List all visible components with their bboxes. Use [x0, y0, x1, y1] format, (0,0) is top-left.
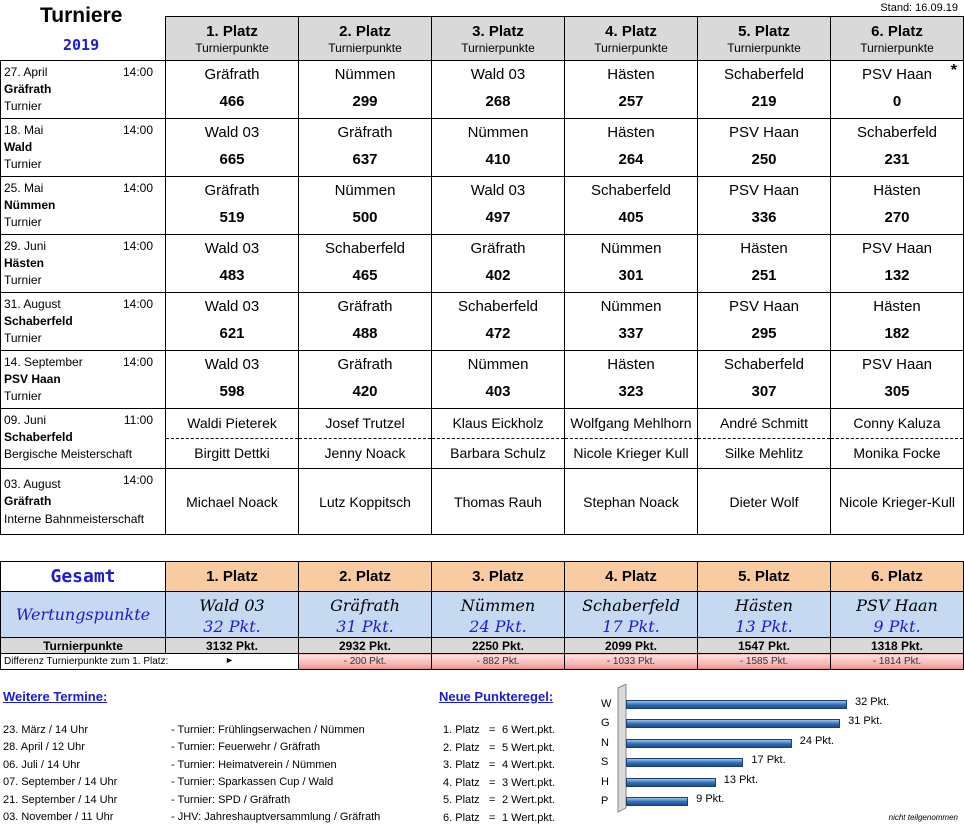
chart-category-label: G [601, 717, 610, 730]
termin-desc: - Turnier: Frühlingserwachen / Nümmen [171, 724, 365, 736]
result-team: Wald 03 [204, 298, 260, 315]
wertung-team-2: Gräfrath 31 Pkt. [299, 592, 432, 638]
result-cell [565, 61, 698, 119]
page-title: Turniere [40, 4, 123, 27]
tournament-row [1, 235, 964, 293]
result-cell [565, 293, 698, 351]
result-cell [698, 351, 831, 409]
result-cell [698, 293, 831, 351]
result-cell [166, 177, 299, 235]
result-team: Nümmen [467, 356, 529, 373]
chart-bar [626, 700, 847, 709]
regel-val: 6 Wert.pkt. [502, 724, 555, 736]
tournament-date: 14. September [4, 355, 83, 369]
tournament-time: 14:00 [122, 65, 153, 79]
gesamt-place-1: 1. Platz [166, 562, 299, 592]
result-team: Nümmen [334, 182, 396, 199]
result-cell [299, 351, 432, 409]
gesamt-table [0, 561, 964, 670]
gesamt-place-2: 2. Platz [299, 562, 432, 592]
result-points: 403 [485, 383, 511, 400]
regel-val: 3 Wert.pkt. [502, 776, 555, 789]
result-cell [432, 61, 565, 119]
result-points: 219 [751, 93, 777, 110]
result-cell [166, 235, 299, 293]
termin-desc: - JHV: Jahreshauptversammlung / Gräfrath [171, 811, 381, 823]
bahn-place-5: Dieter Wolf [698, 469, 831, 535]
asterisk-mark: * [950, 62, 957, 79]
result-cell [698, 61, 831, 119]
termine-heading: Weitere Termine: [3, 689, 108, 704]
chart-bar [626, 778, 716, 787]
termin-date: 03. November / 11 Uhr [3, 811, 114, 823]
result-team: Hästen [873, 298, 921, 315]
regel-eq: = [489, 741, 496, 754]
bergische-place-4: Wolfgang Mehlhorn Nicole Krieger Kull [565, 409, 698, 469]
bahn-place-4: Stephan Noack [565, 469, 698, 535]
tournament-time: 14:00 [122, 239, 153, 253]
place-header-2: 2. Platz Turnierpunkte [299, 17, 432, 61]
result-cell [299, 61, 432, 119]
result-team: PSV Haan [861, 356, 933, 373]
result-cell [299, 235, 432, 293]
regel-val: 1 Wert.pkt. [502, 812, 555, 824]
termin-desc: - Turnier: Sparkassen Cup / Wald [171, 776, 334, 789]
result-points: 621 [219, 325, 245, 342]
chart-value-label: 24 Pkt. [799, 734, 834, 747]
tournament-row [1, 61, 964, 119]
result-cell [432, 293, 565, 351]
result-cell [831, 61, 964, 119]
result-team: Hästen [873, 182, 921, 199]
chart-category-label: S [601, 756, 609, 769]
result-points: 519 [219, 209, 245, 226]
tournament-row [1, 177, 964, 235]
tournament-info [1, 293, 166, 351]
bergische-place-1: Waldi Pieterek Birgitt Dettki [166, 409, 299, 469]
tp-total-4: 2099 Pkt. [565, 638, 698, 654]
tournament-date: 29. Juni [4, 239, 47, 253]
regel-eq: = [489, 776, 496, 789]
result-cell [565, 119, 698, 177]
result-cell [698, 119, 831, 177]
wertung-team-1: Wald 03 32 Pkt. [166, 592, 299, 638]
diff-label: Differenz Turnierpunkte zum 1. Platz: ► [1, 654, 299, 670]
tournament-date: 31. August [4, 297, 61, 311]
diff-5: - 1585 Pkt. [698, 654, 831, 670]
tournament-kind: Turnier [4, 389, 42, 403]
chart-bar [626, 719, 840, 728]
result-cell [432, 235, 565, 293]
result-cell [565, 351, 698, 409]
place-header-5: 5. Platz Turnierpunkte [698, 17, 831, 61]
result-points: 488 [352, 325, 378, 342]
tournament-time: 14:00 [122, 297, 153, 311]
gesamt-place-5: 5. Platz [698, 562, 831, 592]
result-team: Schaberfeld [324, 240, 406, 257]
result-points: 402 [485, 267, 511, 284]
regel-eq: = [489, 724, 496, 736]
footnote: nicht teilgenommen [888, 813, 958, 822]
place-header-6: 6. Platz Turnierpunkte [831, 17, 964, 61]
bergische-place-3: Klaus Eickholz Barbara Schulz [432, 409, 565, 469]
result-team: Schaberfeld [856, 124, 938, 141]
result-points: 405 [618, 209, 644, 226]
chart-bar [626, 739, 792, 748]
result-team: Hästen [607, 356, 655, 373]
tournament-kind: Turnier [4, 273, 42, 287]
bahn-info: 03. August 14:00 Gräfrath Interne Bahnmeisterschaft [1, 469, 166, 535]
result-cell [831, 293, 964, 351]
regel-eq: = [489, 759, 496, 772]
result-points: 251 [751, 267, 777, 284]
tournament-time: 14:00 [122, 123, 153, 137]
bahn-place-6: Nicole Krieger-Kull [831, 469, 964, 535]
termin-date: 28. April / 12 Uhr [3, 741, 85, 754]
result-points: 231 [884, 151, 910, 168]
result-team: Gräfrath [204, 182, 260, 199]
chart-value-label: 17 Pkt. [751, 754, 786, 767]
tp-total-5: 1547 Pkt. [698, 638, 831, 654]
result-points: 466 [219, 93, 245, 110]
tournament-info [1, 351, 166, 409]
wertung-team-4: Schaberfeld 17 Pkt. [565, 592, 698, 638]
tournament-row [1, 293, 964, 351]
result-cell [166, 119, 299, 177]
place-header-1: 1. Platz Turnierpunkte [166, 17, 299, 61]
tournament-date: 18. Mai [4, 123, 44, 137]
result-team: Hästen [607, 66, 655, 83]
result-cell [432, 351, 565, 409]
bergische-place-2: Josef Trutzel Jenny Noack [299, 409, 432, 469]
tournament-info [1, 177, 166, 235]
regel-place: 5. Platz [443, 794, 480, 807]
result-cell [299, 293, 432, 351]
result-points: 132 [884, 267, 910, 284]
bergische-place-6: Conny Kaluza Monika Focke [831, 409, 964, 469]
result-team: Gräfrath [337, 124, 393, 141]
termin-desc: - Turnier: SPD / Gräfrath [171, 793, 291, 806]
result-team: Gräfrath [337, 356, 393, 373]
result-points: 500 [352, 209, 378, 226]
result-points: 420 [352, 383, 378, 400]
chart-bar [626, 758, 743, 767]
bahn-place-1: Michael Noack [166, 469, 299, 535]
result-points: 0 [892, 93, 902, 110]
diff-3: - 882 Pkt. [432, 654, 565, 670]
tournament-venue: Hästen [4, 256, 45, 270]
result-points: 250 [751, 151, 777, 168]
tournament-rows [1, 61, 964, 409]
result-points: 483 [219, 267, 245, 284]
regel-place: 6. Platz [443, 812, 480, 824]
result-cell [698, 177, 831, 235]
tp-total-2: 2932 Pkt. [299, 638, 432, 654]
regel-eq: = [489, 794, 496, 807]
result-points: 305 [884, 383, 910, 400]
result-cell [831, 351, 964, 409]
termin-desc: - Turnier: Heimatverein / Nümmen [171, 758, 337, 771]
termin-desc: - Turnier: Feuerwehr / Gräfrath [171, 741, 321, 754]
result-points: 465 [352, 267, 378, 284]
result-cell [565, 177, 698, 235]
chart-category-label: H [601, 775, 609, 788]
place-header-4: 4. Platz Turnierpunkte [565, 17, 698, 61]
year-label: 2019 [63, 36, 100, 54]
header-corner [1, 17, 166, 61]
result-cell [432, 119, 565, 177]
result-team: Hästen [607, 124, 655, 141]
result-team: Gräfrath [470, 240, 526, 257]
bahn-place-3: Thomas Rauh [432, 469, 565, 535]
chart-value-label: 31 Pkt. [848, 715, 883, 728]
result-cell [299, 119, 432, 177]
place-header-3: 3. Platz Turnierpunkte [432, 17, 565, 61]
regel-val: 2 Wert.pkt. [502, 794, 555, 807]
tp-total-1: 3132 Pkt. [166, 638, 299, 654]
result-team: Wald 03 [470, 66, 526, 83]
result-points: 257 [618, 93, 644, 110]
result-cell [166, 293, 299, 351]
gesamt-place-3: 3. Platz [432, 562, 565, 592]
diff-4: - 1033 Pkt. [565, 654, 698, 670]
chart-value-label: 32 Pkt. [855, 696, 890, 708]
result-cell [831, 177, 964, 235]
result-team: Nümmen [600, 298, 662, 315]
chart-value-label: 9 Pkt. [696, 793, 725, 805]
tournament-time: 14:00 [122, 355, 153, 369]
regel-eq: = [489, 812, 496, 824]
regel-place: 2. Platz [443, 741, 480, 754]
tournament-info [1, 235, 166, 293]
termin-date: 07. September / 14 Uhr [3, 776, 118, 789]
result-points: 497 [485, 209, 511, 226]
stand-date: Stand: 16.09.19 [880, 2, 958, 14]
result-team: PSV Haan [728, 124, 800, 141]
result-team: Wald 03 [470, 182, 526, 199]
tournament-kind: Turnier [4, 157, 42, 171]
regel-val: 5 Wert.pkt. [502, 741, 555, 754]
result-team: Schaberfeld [723, 66, 805, 83]
result-cell [166, 61, 299, 119]
result-team: Gräfrath [204, 66, 260, 83]
result-team: PSV Haan [861, 240, 933, 257]
result-cell [831, 235, 964, 293]
tournament-row [1, 351, 964, 409]
tp-total-6: 1318 Pkt. [831, 638, 964, 654]
result-team: Nümmen [467, 124, 529, 141]
tournament-info [1, 119, 166, 177]
tournament-time: 14:00 [122, 181, 153, 195]
bergische-info: 09. Juni 11:00 Schaberfeld Bergische Meisterschaft [1, 409, 166, 469]
gesamt-place-6: 6. Platz [831, 562, 964, 592]
result-points: 264 [618, 151, 644, 168]
arrow-icon: ► [225, 655, 234, 665]
result-points: 410 [485, 151, 511, 168]
chart-value-label: 13 Pkt. [723, 773, 759, 786]
wertung-team-3: Nümmen 24 Pkt. [432, 592, 565, 638]
result-team: Hästen [740, 240, 788, 257]
chart-category-label: W [601, 698, 612, 710]
turnierpunkte-label: Turnierpunkte [1, 638, 166, 654]
result-points: 472 [485, 325, 511, 342]
regel-place: 4. Platz [443, 776, 480, 789]
chart-category-label: P [601, 795, 609, 807]
tournament-kind: Turnier [4, 331, 42, 345]
result-cell [299, 177, 432, 235]
tournament-venue: Gräfrath [4, 82, 52, 96]
result-team: Nümmen [334, 66, 396, 83]
result-team: Schaberfeld [723, 356, 805, 373]
tournament-venue: Nümmen [4, 198, 56, 212]
result-points: 337 [618, 325, 644, 342]
result-cell [698, 235, 831, 293]
tournament-row [1, 119, 964, 177]
result-cell [166, 351, 299, 409]
tournament-venue: Wald [4, 140, 33, 154]
result-team: Wald 03 [204, 124, 260, 141]
tp-total-3: 2250 Pkt. [432, 638, 565, 654]
regel-heading: Neue Punkteregel: [439, 689, 554, 704]
result-points: 665 [219, 151, 245, 168]
result-points: 301 [618, 267, 644, 284]
result-team: Schaberfeld [457, 298, 539, 315]
wertungspunkte-label: Wertungspunkte [1, 592, 166, 638]
wertung-team-5: Hästen 13 Pkt. [698, 592, 831, 638]
gesamt-place-4: 4. Platz [565, 562, 698, 592]
result-team: Gräfrath [337, 298, 393, 315]
result-points: 637 [352, 151, 378, 168]
tournament-date: 25. Mai [4, 181, 44, 195]
diff-2: - 200 Pkt. [299, 654, 432, 670]
tournament-info [1, 61, 166, 119]
result-points: 323 [618, 383, 644, 400]
result-team: Wald 03 [204, 356, 260, 373]
result-points: 182 [884, 325, 910, 342]
diff-6: - 1814 Pkt. [831, 654, 964, 670]
result-cell [432, 177, 565, 235]
result-cell [831, 119, 964, 177]
result-cell [565, 235, 698, 293]
chart-bar [626, 797, 688, 806]
result-points: 336 [751, 209, 777, 226]
bergische-place-5: André Schmitt Silke Mehlitz [698, 409, 831, 469]
result-team: PSV Haan [861, 66, 933, 83]
tournament-venue: PSV Haan [4, 372, 61, 386]
tournament-kind: Turnier [4, 215, 42, 229]
result-points: 268 [485, 93, 511, 110]
tournament-table [0, 16, 964, 535]
result-points: 307 [751, 383, 777, 400]
result-team: Nümmen [600, 240, 662, 257]
tournament-kind: Turnier [4, 99, 42, 113]
regel-place: 3. Platz [443, 759, 480, 772]
result-points: 598 [219, 383, 245, 400]
bahn-place-2: Lutz Koppitsch [299, 469, 432, 535]
result-team: Wald 03 [204, 240, 260, 257]
result-points: 299 [352, 93, 378, 110]
gesamt-label: Gesamt [1, 562, 166, 592]
tournament-date: 27. April [4, 65, 48, 79]
wertung-team-6: PSV Haan 9 Pkt. [831, 592, 964, 638]
result-team: PSV Haan [728, 298, 800, 315]
termin-date: 21. September / 14 Uhr [3, 793, 118, 806]
regel-val: 4 Wert.pkt. [502, 759, 555, 772]
regel-place: 1. Platz [443, 724, 480, 736]
result-points: 270 [884, 209, 910, 226]
result-points: 295 [751, 325, 777, 342]
termin-date: 06. Juli / 14 Uhr [3, 758, 81, 771]
termin-date: 23. März / 14 Uhr [3, 724, 88, 736]
result-team: Schaberfeld [590, 182, 672, 199]
result-team: PSV Haan [728, 182, 800, 199]
tournament-venue: Schaberfeld [4, 314, 73, 328]
chart-category-label: N [601, 736, 609, 749]
